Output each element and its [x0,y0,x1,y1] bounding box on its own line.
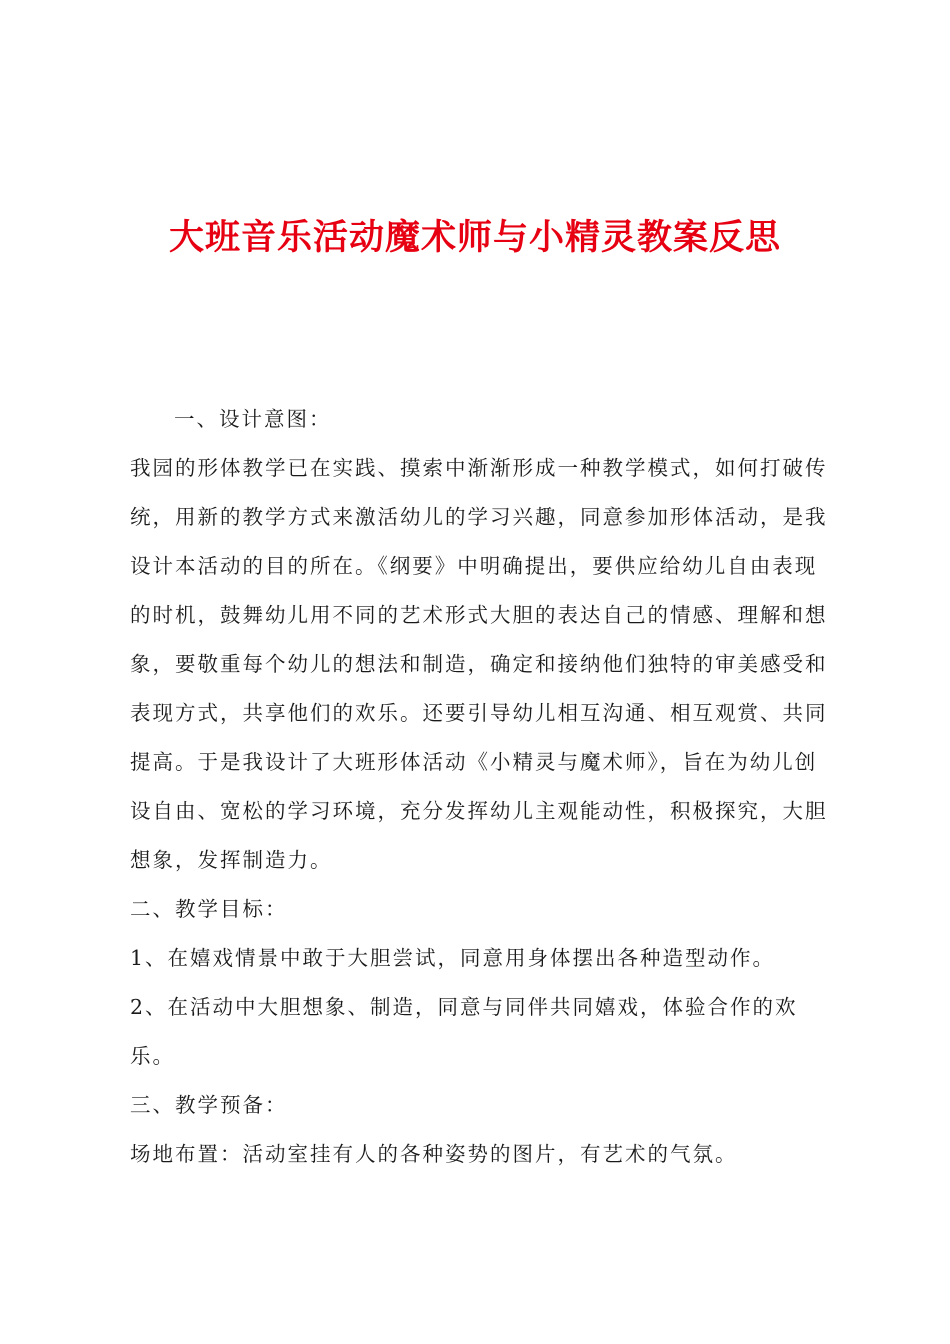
section-heading-preparation: 三、教学预备： [130,1093,288,1117]
document-body [130,395,833,1179]
section-heading-teaching-goals: 二、教学目标： [130,897,288,921]
paragraph-venue-setup: 场地布置：活动室挂有人的各种姿势的图片，有艺术的气氛。 [130,1142,738,1166]
paragraph-design-intent: 我园的形体教学已在实践、摸索中渐渐形成一种教学模式，如何打破传统，用新的教学方式来激活幼儿的学习兴趣，同意参加形体活动，是我设计本活动的目的所在。《纲要》中明确提出，要供应给幼儿自由表现的时机，鼓舞幼儿用不同的艺术形式大胆的表达自己的情感、理解和想象，要敬重每个幼儿的想法和制造，确定和接纳他们独特的审美感受和表现方式，共享他们的欢乐。还要引导幼儿相互沟通、相互观赏、共同提高。于是我设计了大班形体活动《小精灵与魔术师》，旨在为幼儿创设自由、宽松的学习环境，充分发挥幼儿主观能动性，积极探究，大胆想象，发挥制造力。 [130,456,828,872]
list-item-goal-1: 1、在嬉戏情景中敢于大胆尝试，同意用身体摆出各种造型动作。 [130,946,776,970]
document-title: 大班音乐活动魔术师与小精灵教案反思 [168,218,781,258]
list-item-goal-2: 2、在活动中大胆想象、制造，同意与同伴共同嬉戏，体验合作的欢乐。 [130,995,798,1068]
section-heading-design-intent: 一、设计意图： [174,407,332,431]
